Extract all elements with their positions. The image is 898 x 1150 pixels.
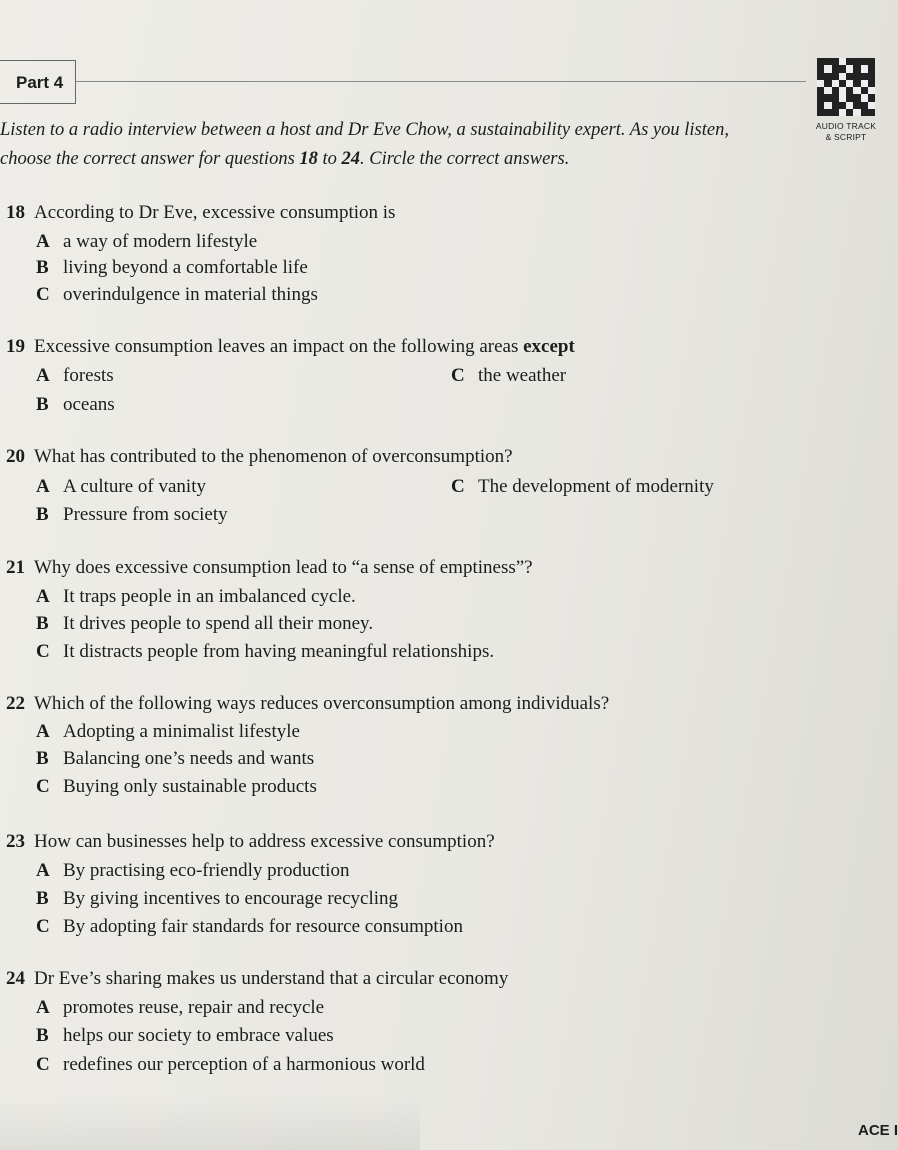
option-text: promotes reuse, repair and recycle	[63, 997, 325, 1018]
option-text: Adopting a minimalist lifestyle	[63, 721, 300, 742]
option-letter: A	[36, 231, 50, 252]
option-letter: C	[36, 916, 50, 937]
instruction-line-1: Listen to a radio interview between a host and Dr Eve Chow, a sustainability expert. As you listen,	[0, 120, 729, 140]
option-letter: B	[36, 613, 49, 634]
q23-option-a[interactable]	[36, 860, 350, 882]
option-text: A culture of vanity	[63, 476, 206, 497]
q21-option-b[interactable]	[36, 613, 373, 635]
question-number: 20	[6, 446, 25, 467]
question-stem: Which of the following ways reduces overconsumption among individuals?	[34, 693, 610, 714]
option-letter: B	[36, 504, 49, 525]
option-letter: B	[36, 888, 49, 909]
option-text: oceans	[63, 394, 115, 415]
q20-option-a[interactable]	[36, 476, 206, 498]
q24-option-b[interactable]	[36, 1025, 334, 1047]
option-text: It distracts people from having meaningful relationships.	[63, 641, 495, 662]
option-text: overindulgence in material things	[63, 284, 318, 305]
instruction-text: . Circle the correct answers.	[360, 149, 570, 169]
option-letter: C	[36, 284, 50, 305]
instruction-range-start: 18	[299, 149, 318, 169]
q18-option-c[interactable]	[36, 284, 318, 306]
option-text: Balancing one’s needs and wants	[63, 748, 315, 769]
option-text: By adopting fair standards for resource consumption	[63, 916, 463, 937]
option-letter: C	[36, 776, 50, 797]
q22-option-c[interactable]	[36, 776, 317, 798]
option-letter: C	[36, 1054, 50, 1075]
option-text: The development of modernity	[478, 476, 714, 497]
question-20	[6, 446, 513, 468]
option-text: living beyond a comfortable life	[63, 257, 308, 278]
option-letter: A	[36, 721, 50, 742]
question-number: 22	[6, 693, 25, 714]
q18-option-a[interactable]	[36, 231, 257, 253]
q23-option-b[interactable]	[36, 888, 398, 910]
option-letter: A	[36, 365, 50, 386]
option-text: the weather	[478, 365, 567, 386]
question-22	[6, 693, 609, 715]
option-text: helps our society to embrace values	[63, 1025, 334, 1046]
audio-track-block	[806, 58, 886, 143]
q21-option-c[interactable]	[36, 641, 494, 663]
page-shadow	[0, 1095, 420, 1150]
question-stem: What has contributed to the phenomenon of overconsumption?	[34, 446, 513, 467]
option-text: redefines our perception of a harmonious world	[63, 1054, 425, 1075]
option-text: It drives people to spend all their money.	[63, 613, 374, 634]
instruction-range-end: 24	[341, 149, 361, 169]
question-number: 21	[6, 557, 25, 578]
q19-option-b[interactable]	[36, 394, 115, 416]
option-letter: B	[36, 257, 49, 278]
option-text: It traps people in an imbalanced cycle.	[63, 586, 356, 607]
question-number: 18	[6, 202, 25, 223]
option-letter: A	[36, 476, 50, 497]
q24-option-c[interactable]	[36, 1054, 425, 1076]
option-letter: C	[451, 365, 465, 386]
option-letter: A	[36, 860, 50, 881]
question-stem: Why does excessive consumption lead to “a sense of emptiness”?	[34, 557, 533, 578]
qr-code-icon	[817, 58, 875, 116]
instruction-text: choose the correct answer for questions	[0, 149, 300, 169]
q21-option-a[interactable]	[36, 586, 356, 608]
option-letter: B	[36, 394, 49, 415]
option-letter: B	[36, 1025, 49, 1046]
part-label: Part 4	[0, 60, 76, 104]
question-21	[6, 557, 533, 579]
option-letter: C	[36, 641, 50, 662]
q24-option-a[interactable]	[36, 997, 324, 1019]
question-stem-emphasis: except	[523, 336, 575, 357]
question-number: 19	[6, 336, 25, 357]
q19-option-a[interactable]	[36, 365, 114, 387]
option-letter: A	[36, 997, 50, 1018]
header-rule	[76, 81, 806, 82]
option-text: Pressure from society	[63, 504, 228, 525]
q18-option-b[interactable]	[36, 257, 308, 279]
q20-option-b[interactable]	[36, 504, 228, 526]
question-23	[6, 831, 495, 853]
q20-option-c[interactable]	[451, 476, 714, 498]
audio-track-label: AUDIO TRACK	[815, 121, 877, 131]
option-text: By giving incentives to encourage recycling	[63, 888, 399, 909]
q19-option-c[interactable]	[451, 365, 566, 387]
question-stem	[34, 336, 575, 358]
question-stem: According to Dr Eve, excessive consumption is	[34, 202, 396, 223]
option-letter: C	[451, 476, 465, 497]
q23-option-c[interactable]	[36, 916, 463, 938]
instruction-text: to	[317, 149, 342, 169]
option-text: Buying only sustainable products	[63, 776, 317, 797]
q22-option-a[interactable]	[36, 721, 300, 743]
question-18	[6, 202, 395, 224]
option-letter: A	[36, 586, 50, 607]
question-stem: How can businesses help to address excessive consumption?	[34, 831, 495, 852]
instructions	[0, 116, 800, 174]
question-number: 24	[6, 968, 25, 989]
option-text: By practising eco-friendly production	[63, 860, 350, 881]
question-stem: Dr Eve’s sharing makes us understand that a circular economy	[34, 968, 509, 989]
question-24	[6, 968, 508, 990]
footer-mark: ACE I	[858, 1122, 898, 1139]
question-number: 23	[6, 831, 25, 852]
q22-option-b[interactable]	[36, 748, 314, 770]
option-text: a way of modern lifestyle	[63, 231, 258, 252]
option-letter: B	[36, 748, 49, 769]
question-19	[6, 336, 575, 358]
option-text: forests	[63, 365, 114, 386]
instruction-line-2	[0, 145, 800, 174]
question-stem-text: Excessive consumption leaves an impact on the following areas	[34, 336, 524, 357]
script-label: & SCRIPT	[825, 132, 867, 142]
